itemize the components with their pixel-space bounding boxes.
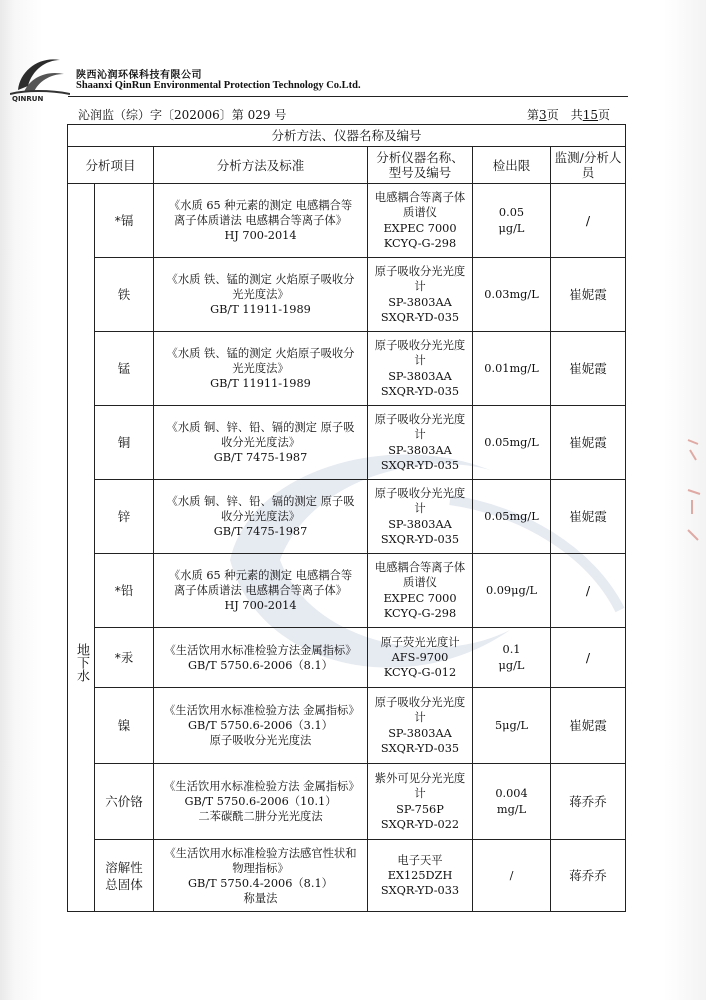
- instrument-line: SXQR-YD-035: [380, 741, 460, 755]
- table-row: [68, 480, 626, 554]
- method-cell: [154, 406, 368, 480]
- method-line: 《生活饮用水标准检验方法感官性状和物理指标》: [164, 846, 357, 875]
- limit-cell: [473, 406, 551, 480]
- instrument-line: EXPEC 7000: [383, 221, 457, 235]
- item-cell: 铁: [95, 258, 154, 332]
- page-indicator: [527, 106, 610, 123]
- instrument-line: KCYQ-G-012: [383, 666, 457, 680]
- analyst-cell: /: [551, 554, 626, 628]
- instrument-line: 紫外可见分光光度计: [374, 772, 466, 801]
- instrument-line: 电感耦合等离子体质谱仪: [374, 191, 466, 220]
- limit-line: 0.05mg/L: [484, 509, 539, 523]
- instrument-cell: [368, 332, 473, 406]
- item-cell: 锌: [95, 480, 154, 554]
- instrument-cell: [368, 628, 473, 688]
- method-line: GB/T 5750.4-2006（8.1）: [188, 876, 333, 890]
- method-line: 《生活饮用水标准检验方法 金属指标》: [164, 704, 360, 717]
- limit-line: 5μg/L: [494, 718, 529, 732]
- method-line: 《水质 铁、锰的测定 火焰原子吸收分光光度法》: [166, 273, 355, 301]
- limit-line: mg/L: [496, 802, 527, 816]
- analyst-cell: 崔妮霞: [551, 258, 626, 332]
- item-cell: *镉: [95, 184, 154, 258]
- company-logo: [10, 50, 70, 102]
- instrument-line: 电感耦合等离子体质谱仪: [374, 561, 466, 590]
- instrument-cell: [368, 406, 473, 480]
- instrument-line: EXPEC 7000: [383, 591, 457, 605]
- table-row: [68, 554, 626, 628]
- analyst-cell: /: [551, 628, 626, 688]
- page-prefix: 第: [527, 108, 540, 122]
- analyst-cell: 崔妮霞: [551, 406, 626, 480]
- analysis-methods-table: [67, 124, 626, 912]
- method-line: GB/T 11911-1989: [210, 303, 311, 316]
- method-cell: [154, 628, 368, 688]
- method-cell: [154, 840, 368, 912]
- instrument-line: KCYQ-G-298: [383, 606, 457, 620]
- page-total: 15: [582, 108, 598, 122]
- table-row: [68, 332, 626, 406]
- method-line: 《生活饮用水标准检验方法金属指标》: [164, 643, 357, 657]
- table-row: [68, 764, 626, 840]
- instrument-line: SXQR-YD-022: [380, 817, 460, 831]
- table-title: 分析方法、仪器名称及编号: [68, 125, 626, 147]
- instrument-line: 原子吸收分光光度计: [374, 265, 466, 294]
- limit-cell: [473, 688, 551, 764]
- instrument-line: SP-3803AA: [388, 517, 452, 531]
- instrument-cell: [368, 764, 473, 840]
- region-cell: 地下水: [68, 184, 95, 912]
- instrument-line: SXQR-YD-035: [380, 532, 460, 546]
- instrument-cell: [368, 688, 473, 764]
- method-cell: [154, 184, 368, 258]
- instrument-cell: [368, 184, 473, 258]
- method-line: 《水质 65 种元素的测定 电感耦合等离子体质谱法 电感耦合等离子体》: [168, 569, 353, 597]
- limit-cell: [473, 764, 551, 840]
- instrument-line: SXQR-YD-033: [380, 884, 460, 898]
- page-suffix: 页: [597, 108, 610, 122]
- instrument-line: SXQR-YD-035: [380, 384, 460, 398]
- instrument-cell: [368, 480, 473, 554]
- limit-cell: [473, 554, 551, 628]
- instrument-line: 原子荧光光度计: [380, 635, 460, 649]
- method-cell: [154, 688, 368, 764]
- page-mid: 页 共: [546, 108, 583, 122]
- header-divider: [68, 96, 628, 97]
- limit-line: 0.1: [502, 643, 521, 657]
- analyst-cell: 崔妮霞: [551, 332, 626, 406]
- table-row: [68, 258, 626, 332]
- method-line: HJ 700-2014: [224, 229, 297, 242]
- limit-line: μg/L: [498, 221, 525, 235]
- analyst-cell: 崔妮霞: [551, 688, 626, 764]
- item-cell: 铜: [95, 406, 154, 480]
- method-line: 称量法: [243, 891, 278, 905]
- item-cell: 锰: [95, 332, 154, 406]
- method-line: 《水质 铜、锌、铅、镉的测定 原子吸收分光光度法》: [166, 421, 355, 449]
- limit-cell: [473, 184, 551, 258]
- table-row: [68, 628, 626, 688]
- item-cell: 六价铬: [95, 764, 154, 840]
- limit-cell: [473, 840, 551, 912]
- company-name-cn: 陕西沁润环保科技有限公司: [76, 70, 202, 81]
- instrument-line: 电子天平: [397, 853, 443, 867]
- table-header-row: [68, 147, 626, 184]
- limit-line: 0.09μg/L: [485, 583, 538, 597]
- method-line: GB/T 11911-1989: [210, 377, 311, 390]
- analyst-cell: 蒋乔乔: [551, 840, 626, 912]
- table-row: [68, 406, 626, 480]
- limit-cell: [473, 258, 551, 332]
- limit-line: μg/L: [498, 658, 525, 672]
- limit-line: 0.004: [495, 787, 528, 801]
- method-line: GB/T 5750.6-2006（3.1）: [188, 719, 333, 732]
- limit-line: 0.05mg/L: [484, 435, 539, 449]
- limit-cell: [473, 480, 551, 554]
- analyst-cell: /: [551, 184, 626, 258]
- method-cell: [154, 764, 368, 840]
- instrument-line: AFS-9700: [391, 650, 449, 664]
- method-line: 《水质 铁、锰的测定 火焰原子吸收分光光度法》: [166, 347, 355, 375]
- item-cell: *铅: [95, 554, 154, 628]
- table-row: [68, 688, 626, 764]
- item-cell: 镍: [95, 688, 154, 764]
- instrument-line: 原子吸收分光光度计: [374, 339, 466, 368]
- instrument-line: 原子吸收分光光度计: [374, 487, 466, 516]
- limit-cell: [473, 332, 551, 406]
- limit-cell: [473, 628, 551, 688]
- instrument-line: SP-756P: [396, 802, 444, 816]
- method-line: GB/T 7475-1987: [213, 451, 308, 464]
- limit-line: 0.01mg/L: [484, 361, 539, 375]
- method-line: 《生活饮用水标准检验方法 金属指标》: [164, 780, 360, 793]
- method-line: HJ 700-2014: [224, 599, 297, 612]
- instrument-line: SP-3803AA: [388, 443, 452, 457]
- analyst-cell: 崔妮霞: [551, 480, 626, 554]
- instrument-line: KCYQ-G-298: [383, 236, 457, 250]
- method-cell: [154, 332, 368, 406]
- company-name-en: Shaanxi QinRun Environmental Protection Technology Co.Ltd.: [76, 80, 361, 91]
- instrument-line: 原子吸收分光光度计: [374, 413, 466, 442]
- instrument-cell: [368, 554, 473, 628]
- header-analyst: 监测/分析人员: [551, 147, 626, 184]
- instrument-cell: [368, 258, 473, 332]
- method-line: 《水质 铜、锌、铅、镉的测定 原子吸收分光光度法》: [166, 495, 355, 523]
- method-line: GB/T 5750.6-2006（10.1）: [184, 795, 337, 808]
- instrument-line: SP-3803AA: [388, 726, 452, 740]
- limit-line: 0.05: [498, 206, 525, 220]
- page-current: 3: [539, 108, 547, 122]
- seal-edge-marks: [684, 430, 704, 550]
- item-cell: *汞: [95, 628, 154, 688]
- instrument-line: 原子吸收分光光度计: [374, 696, 466, 725]
- header-item: 分析项目: [68, 147, 154, 184]
- instrument-line: SP-3803AA: [388, 295, 452, 309]
- instrument-line: SXQR-YD-035: [380, 310, 460, 324]
- method-cell: [154, 554, 368, 628]
- table-row: [68, 840, 626, 912]
- document-number: 沁润监（综）字〔202006〕第 029 号: [78, 108, 287, 122]
- method-line: GB/T 5750.6-2006（8.1）: [188, 658, 333, 672]
- analyst-cell: 蒋乔乔: [551, 764, 626, 840]
- method-cell: [154, 480, 368, 554]
- method-line: 《水质 65 种元素的测定 电感耦合等离子体质谱法 电感耦合等离子体》: [168, 199, 353, 227]
- instrument-line: EX125DZH: [387, 868, 453, 882]
- instrument-line: SP-3803AA: [388, 369, 452, 383]
- header-limit: 检出限: [473, 147, 551, 184]
- limit-line: /: [509, 868, 514, 882]
- item-cell: 溶解性总固体: [95, 840, 154, 912]
- method-line: GB/T 7475-1987: [213, 525, 308, 538]
- logo-text: QINRUN: [12, 95, 44, 102]
- header-instrument: 分析仪器名称、型号及编号: [368, 147, 473, 184]
- table-title-row: [68, 125, 626, 147]
- header-method: 分析方法及标准: [154, 147, 368, 184]
- instrument-cell: [368, 840, 473, 912]
- limit-line: 0.03mg/L: [484, 287, 539, 301]
- instrument-line: SXQR-YD-035: [380, 458, 460, 472]
- method-cell: [154, 258, 368, 332]
- table-row: [68, 184, 626, 258]
- method-line: 原子吸收分光光度法: [209, 734, 312, 747]
- method-line: 二苯碳酰二肼分光光度法: [198, 810, 323, 823]
